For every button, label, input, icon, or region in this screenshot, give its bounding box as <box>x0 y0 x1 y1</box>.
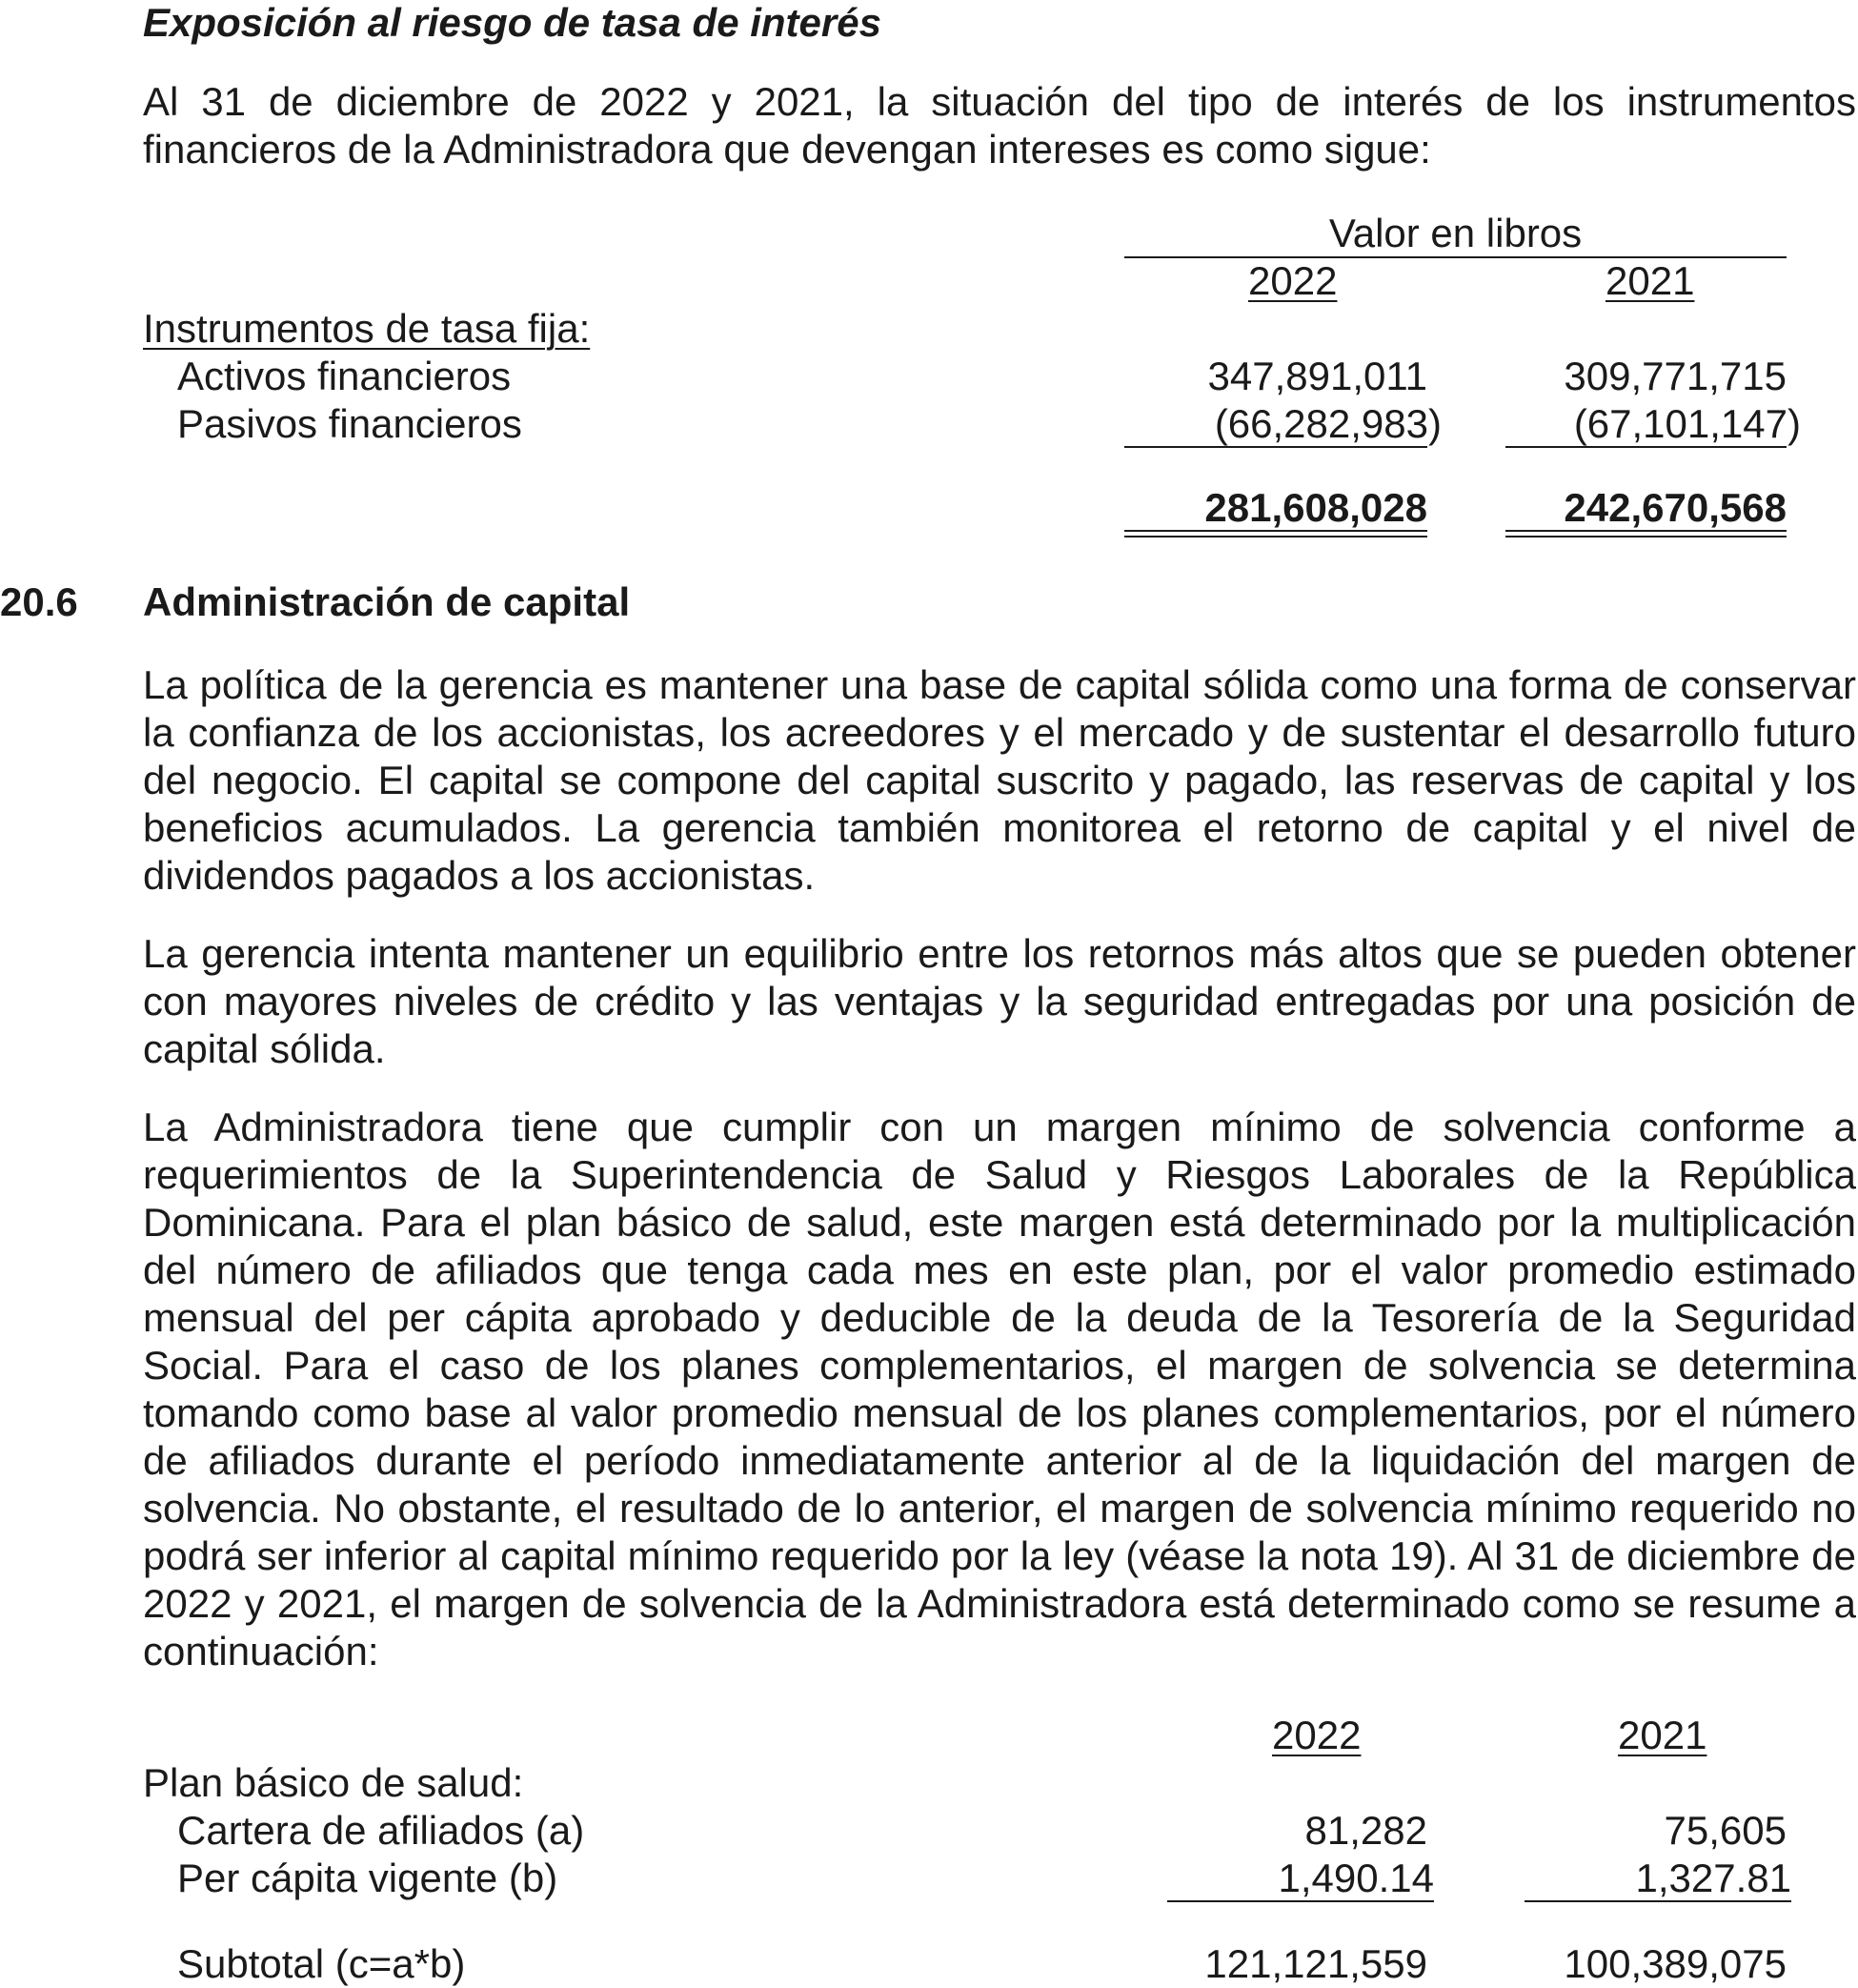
row-label-financial-assets: Activos financieros <box>177 354 512 398</box>
liabilities-value-2022: (66,282,983) <box>1214 401 1442 446</box>
subtotal-rule-2021 <box>1505 446 1787 448</box>
section-title-interest-rate: Exposición al riesgo de tasa de interés <box>143 0 881 45</box>
category-label-basic-plan: Plan básico de salud: <box>143 1760 524 1805</box>
column-group-header: Valor en libros <box>1328 211 1583 255</box>
per-capita-value-2021: 1,327.81 <box>1635 1856 1791 1900</box>
column-header-2022: 2022 <box>1248 258 1338 303</box>
per-capita-rule-2022 <box>1167 1900 1434 1902</box>
capital-paragraph-2: La gerencia intenta mantener un equilibrio entre los retornos más altos que se pueden obtener con mayores niveles de crédito y las ventajas y la seguridad entregadas por una posición de capital sólida. <box>143 931 1856 1071</box>
row-label-subtotal: Subtotal (c=a*b) <box>177 1941 466 1986</box>
liabilities-value-2021: (67,101,147) <box>1573 401 1801 446</box>
section-title-capital: Administración de capital <box>143 579 631 624</box>
column-header-2021: 2021 <box>1606 258 1695 303</box>
per-capita-rule-2021 <box>1525 1900 1791 1902</box>
category-label-fixed-rate: Instrumentos de tasa fija: <box>143 306 591 351</box>
capital-paragraph-3: La Administradora tiene que cumplir con un margen mínimo de solvencia conforme a requerimientos de la Superintendencia de Salud y Riesgos Laborales de la República Dominicana. Para el plan básico de salud, este margen está determinado por la multiplicación del número de afiliados que tenga cada mes en este plan, por el valor promedio estimado mensual del per cápita aprobado y deducible de la deuda de la Tesorería de la Seguridad Social. Para el caso de los planes complementarios, el margen de solvencia se determina tomando como base al valor promedio mensual de los planes complementarios, por el número de afiliados durante el período inmediatamente anterior al de la liquidación del margen de solvencia. No obstante, el resultado de lo anterior, el margen de solvencia mínimo requerido no podrá ser inferior al capital mínimo requerido por la ley (véase la nota 19). Al 31 de diciembre de 2022 y 2021, el margen de solvencia de la Administradora está determinado como se resume a continuación: <box>143 1105 1856 1674</box>
per-capita-value-2022: 1,490.14 <box>1278 1856 1434 1900</box>
affiliates-value-2021: 75,605 <box>1664 1808 1787 1853</box>
row-label-per-capita: Per cápita vigente (b) <box>177 1856 558 1900</box>
subtotal-value-2021: 100,389,075 <box>1564 1941 1787 1986</box>
total-rule-2022-b <box>1124 536 1427 538</box>
row-label-financial-liabilities: Pasivos financieros <box>177 401 522 446</box>
total-rule-2022-a <box>1124 530 1427 532</box>
total-rule-2021-b <box>1505 536 1787 538</box>
solvency-column-header-2021: 2021 <box>1618 1713 1707 1757</box>
solvency-column-header-2022: 2022 <box>1272 1713 1362 1757</box>
capital-paragraph-1: La política de la gerencia es mantener una base de capital sólida como una forma de conservar la confianza de los accionistas, los acreedores y el mercado y de sustentar el desarrollo futuro del negocio. El capital se compone del capital suscrito y pagado, las reservas de capital y los beneficios acumulados. La gerencia también monitorea el retorno de capital y el nivel de dividendos pagados a los accionistas. <box>143 662 1856 898</box>
affiliates-value-2022: 81,282 <box>1304 1808 1427 1853</box>
total-value-2021: 242,670,568 <box>1564 485 1787 530</box>
row-label-affiliates: Cartera de afiliados (a) <box>177 1808 585 1853</box>
subtotal-value-2022: 121,121,559 <box>1204 1941 1427 1986</box>
subtotal-rule-2022 <box>1124 446 1427 448</box>
total-rule-2021-a <box>1505 530 1787 532</box>
section-number: 20.6 <box>0 579 78 624</box>
intro-paragraph: Al 31 de diciembre de 2022 y 2021, la situación del tipo de interés de los instrumentos financieros de la Administradora que devengan intereses es como sigue: <box>143 79 1856 172</box>
assets-value-2022: 347,891,011 <box>1207 354 1427 398</box>
total-value-2022: 281,608,028 <box>1204 485 1427 530</box>
assets-value-2021: 309,771,715 <box>1564 354 1787 398</box>
